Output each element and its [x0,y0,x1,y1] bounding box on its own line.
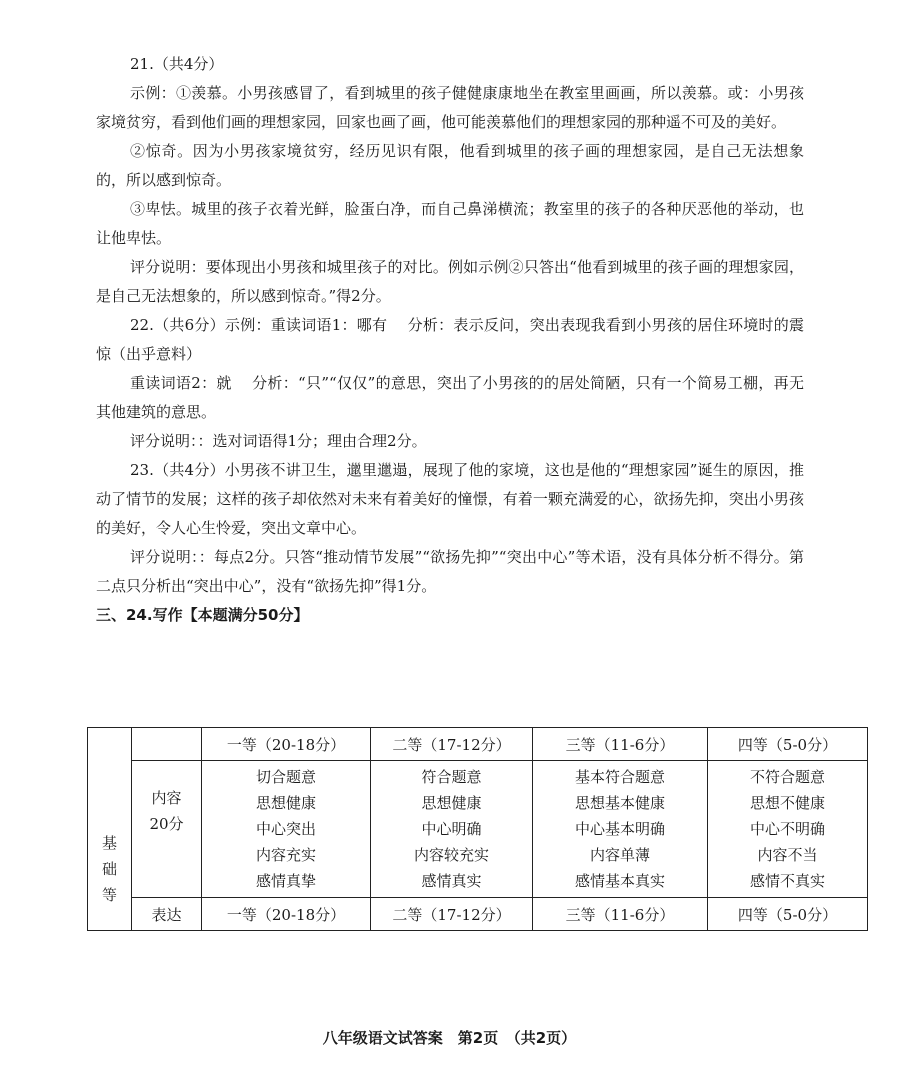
criterion: 内容单薄 [589,846,650,864]
content-criteria-row [88,761,868,898]
criterion: 内容较充实 [413,846,489,864]
content-label-cell [132,761,202,898]
grade-header-1: 一等（20-18分） [202,728,371,761]
criteria-grade-1 [202,761,371,898]
criterion: 思想不健康 [749,794,825,812]
writing-grading-table [87,727,868,931]
expression-grade-4: 四等（5-0分） [708,898,868,931]
criterion: 不符合题意 [749,768,825,786]
expression-grade-2: 二等（17-12分） [371,898,533,931]
criterion: 感情基本真实 [574,872,665,890]
criterion: 中心突出 [255,820,316,838]
q21-example-2: ②惊奇。因为小男孩家境贫穷，经历见识有限，他看到城里的孩子画的理想家园，是自己无法想象的，所以感到惊奇。 [96,142,804,189]
criterion: 思想健康 [255,794,316,812]
criterion: 中心不明确 [749,820,825,838]
criterion: 基本符合题意 [574,768,665,786]
criteria-grade-2 [371,761,533,898]
q21-example-1: 示例：①羡慕。小男孩感冒了，看到城里的孩子健健康康地坐在教室里画画，所以羡慕。或：小男孩家境贫穷，看到他们画的理想家园，回家也画了画，他可能羡慕他们的理想家园的那种遥不可及的美好。 [96,84,804,131]
criterion: 中心基本明确 [574,820,665,838]
content-label: 内容 [151,789,182,807]
criterion: 思想健康 [421,794,482,812]
basic-label-char: 基 [101,834,117,852]
criterion: 感情真挚 [255,872,316,890]
criterion: 感情真实 [421,872,482,890]
expression-grade-3: 三等（11-6分） [533,898,708,931]
criterion: 思想基本健康 [574,794,665,812]
criterion: 切合题意 [255,768,316,786]
basic-label-char: 础 [101,860,117,878]
content-points: 20分 [149,815,184,833]
q22-part-2: 重读词语2：就 分析：“只”“仅仅”的意思，突出了小男孩的的居处简陋，只有一个简易工棚，再无其他建筑的意思。 [96,374,804,421]
criterion: 内容充实 [255,846,316,864]
basic-level-label-cell [88,728,132,931]
grade-header-3: 三等（11-6分） [533,728,708,761]
blank-corner-cell [132,728,202,761]
q21-example-3: ③卑怯。城里的孩子衣着光鲜，脸蛋白净，而自己鼻涕横流；教室里的孩子的各种厌恶他的举动，也让他卑怯。 [96,200,804,247]
answer-content [96,50,804,630]
q21-scoring-note: 评分说明：要体现出小男孩和城里孩子的对比。例如示例②只答出“他看到城里的孩子画的理想家园，是自己无法想象的，所以感到惊奇。”得2分。 [96,258,804,305]
expression-row [88,898,868,931]
expression-grade-1: 一等（20-18分） [202,898,371,931]
criterion: 内容不当 [757,846,818,864]
criterion: 符合题意 [421,768,482,786]
q23-answer: 23.（共4分）小男孩不讲卫生，邋里邋遢，展现了他的家境，这也是他的“理想家园”诞生的原因，推动了情节的发展；这样的孩子却依然对未来有着美好的憧憬，有着一颗充满爱的心，欲扬先抑，突出小男孩的美好，令人心生怜爱，突出文章中心。 [96,461,804,537]
section-heading-writing: 三、24.写作【本题满分50分】 [96,606,309,624]
criteria-grade-3 [533,761,708,898]
q23-scoring-note: 评分说明：：每点2分。只答“推动情节发展”“欲扬先抑”“突出中心”等术语，没有具体分析不得分。第二点只分析出“突出中心”，没有“欲扬先抑”得1分。 [96,548,804,595]
basic-label-char: 等 [101,886,117,904]
grade-header-row [88,728,868,761]
criterion: 感情不真实 [749,872,825,890]
expression-label: 表达 [132,898,202,931]
q22-part-1: 22.（共6分）示例：重读词语1：哪有 分析：表示反问，突出表现我看到小男孩的居住环境时的震惊（出乎意料） [96,316,804,363]
criteria-grade-4 [708,761,868,898]
q22-scoring-note: 评分说明：：选对词语得1分；理由合理2分。 [130,432,427,450]
grade-header-4: 四等（5-0分） [708,728,868,761]
criterion: 中心明确 [421,820,482,838]
q21-heading: 21.（共4分） [130,55,224,73]
page-footer: 八年级语文试答案 第2页 （共2页） [322,1029,577,1047]
grade-header-2: 二等（17-12分） [371,728,533,761]
